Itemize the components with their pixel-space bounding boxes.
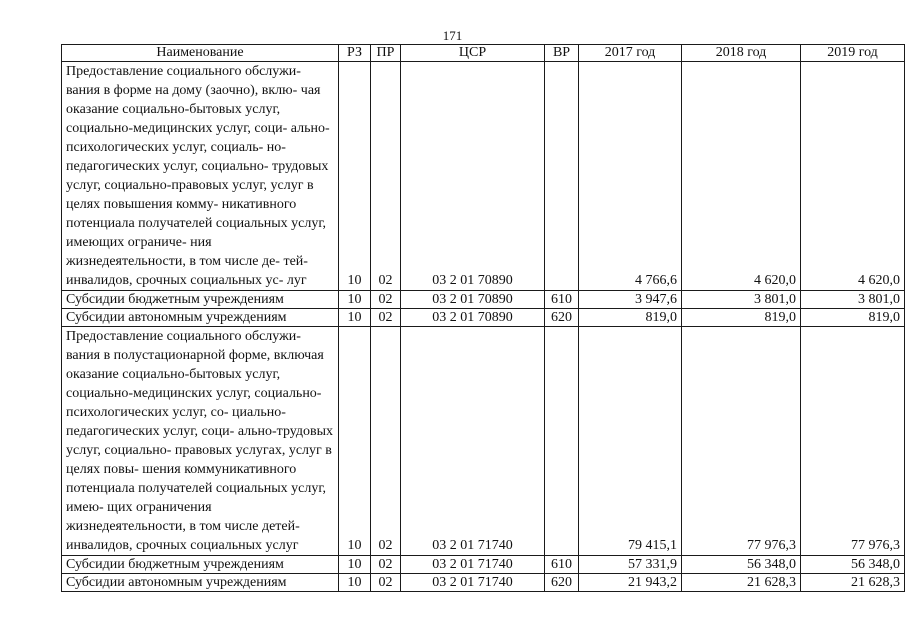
row-2019: 3 801,0 — [801, 291, 905, 309]
row-name: Предоставление социального обслужи- вания в форме на дому (заочно), вклю- чая оказание социально-бытовых услуг, социально-медицинских услуг, соци- ально-психологических услуг, социаль- но-педагогических услуг, социально- трудовых услуг, социально-правовых услуг, услуг в целях повышения комму- никативного потенциала получателей социальных услуг, имеющих ограниче- ния жизнедеятельности, в том числе де- тей-инвалидов, срочных социальных ус- луг — [62, 62, 339, 291]
row-rz: 10 — [339, 574, 371, 592]
row-2018: 56 348,0 — [682, 556, 801, 574]
row-name: Субсидии бюджетным учреждениям — [62, 291, 339, 309]
table-row — [62, 327, 905, 556]
row-csr: 03 2 01 71740 — [401, 556, 545, 574]
row-csr: 03 2 01 70890 — [401, 62, 545, 291]
row-vr: 620 — [545, 574, 579, 592]
row-csr: 03 2 01 70890 — [401, 309, 545, 327]
row-2017: 819,0 — [579, 309, 682, 327]
row-2017: 79 415,1 — [579, 327, 682, 556]
header-pr: ПР — [371, 45, 401, 62]
header-2018: 2018 год — [682, 45, 801, 62]
budget-table — [61, 44, 905, 592]
header-vr: ВР — [545, 45, 579, 62]
table-row — [62, 62, 905, 291]
row-2019: 21 628,3 — [801, 574, 905, 592]
row-csr: 03 2 01 71740 — [401, 327, 545, 556]
row-name: Субсидии автономным учреждениям — [62, 309, 339, 327]
header-name: Наименование — [62, 45, 339, 62]
row-vr — [545, 62, 579, 291]
row-name: Субсидии бюджетным учреждениям — [62, 556, 339, 574]
row-2018: 77 976,3 — [682, 327, 801, 556]
row-rz: 10 — [339, 62, 371, 291]
table-header-row — [62, 45, 905, 62]
row-2019: 77 976,3 — [801, 327, 905, 556]
row-2018: 3 801,0 — [682, 291, 801, 309]
table-row — [62, 291, 905, 309]
row-2017: 21 943,2 — [579, 574, 682, 592]
table-row — [62, 309, 905, 327]
row-name: Предоставление социального обслужи- вания в полустационарной форме, включая оказание социально-бытовых услуг, социально-медицинских услуг, социально-психологических услуг, со- циально-педагогических услуг, соци- ально-трудовых услуг, социально- правовых услугах, услуг в целях повы- шения коммуникативного потенциала получателей социальных услуг, имею- щих ограничения жизнедеятельности, в том числе детей-инвалидов, срочных социальных услуг — [62, 327, 339, 556]
header-csr: ЦСР — [401, 45, 545, 62]
row-name: Субсидии автономным учреждениям — [62, 574, 339, 592]
row-vr: 610 — [545, 556, 579, 574]
row-rz: 10 — [339, 309, 371, 327]
row-2017: 57 331,9 — [579, 556, 682, 574]
page-number: 171 — [442, 28, 463, 43]
row-pr: 02 — [371, 574, 401, 592]
row-pr: 02 — [371, 327, 401, 556]
row-2019: 56 348,0 — [801, 556, 905, 574]
row-vr: 620 — [545, 309, 579, 327]
row-2018: 819,0 — [682, 309, 801, 327]
row-rz: 10 — [339, 327, 371, 556]
row-2017: 3 947,6 — [579, 291, 682, 309]
row-2018: 4 620,0 — [682, 62, 801, 291]
row-pr: 02 — [371, 62, 401, 291]
row-vr: 610 — [545, 291, 579, 309]
row-rz: 10 — [339, 291, 371, 309]
row-2019: 4 620,0 — [801, 62, 905, 291]
table-row — [62, 574, 905, 592]
row-2017: 4 766,6 — [579, 62, 682, 291]
table-row — [62, 556, 905, 574]
row-csr: 03 2 01 70890 — [401, 291, 545, 309]
row-vr — [545, 327, 579, 556]
row-rz: 10 — [339, 556, 371, 574]
row-pr: 02 — [371, 291, 401, 309]
header-2019: 2019 год — [801, 45, 905, 62]
row-pr: 02 — [371, 556, 401, 574]
header-2017: 2017 год — [579, 45, 682, 62]
row-2018: 21 628,3 — [682, 574, 801, 592]
header-rz: РЗ — [339, 45, 371, 62]
row-pr: 02 — [371, 309, 401, 327]
row-2019: 819,0 — [801, 309, 905, 327]
row-csr: 03 2 01 71740 — [401, 574, 545, 592]
